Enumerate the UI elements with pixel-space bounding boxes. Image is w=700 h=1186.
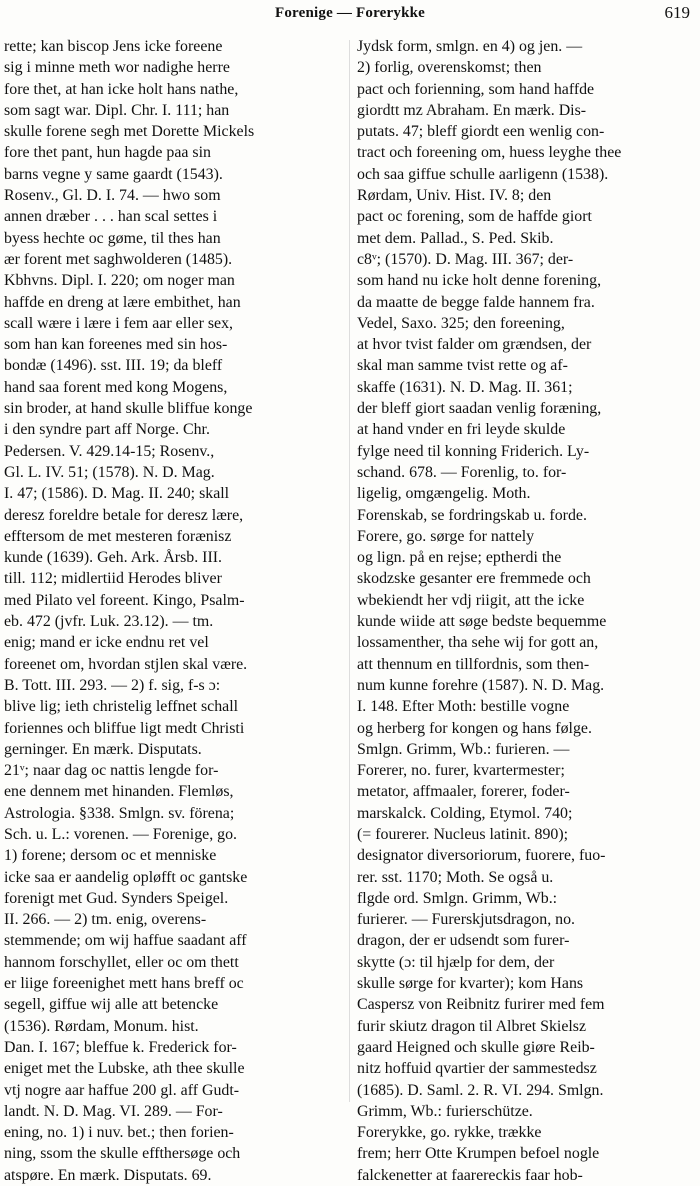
text-line: som hand nu icke holt denne forening, xyxy=(357,272,602,290)
text-line: designator diversoriorum, fuorere, fuo- xyxy=(357,847,606,865)
text-line: landt. N. D. Mag. VI. 289. — For- xyxy=(4,1102,223,1120)
text-line: efftersom de met mesteren forænisz xyxy=(4,527,232,545)
text-line: giordtt mz Abraham. En mærk. Dis- xyxy=(357,101,587,119)
text-line: lossamenther, tha sehe wij for gott an, xyxy=(357,634,599,652)
text-line: Rosenv., Gl. D. I. 74. — hwo som xyxy=(4,187,221,205)
text-line: fore thet pant, hun hagde paa sin xyxy=(4,144,211,162)
text-line: (1536). Rørdam, Monum. hist. xyxy=(4,1017,199,1035)
text-line: der bleff giort saadan venlig foræning, xyxy=(357,400,602,418)
text-line: ligelig, omgængelig. Moth. xyxy=(357,485,531,503)
text-line: Sch. u. L.: vorenen. — Forenige, go. xyxy=(4,825,238,843)
text-line: Vedel, Saxo. 325; den foreening, xyxy=(357,314,565,332)
text-line: rer. sst. 1170; Moth. Se også u. xyxy=(357,868,554,886)
text-line: till. 112; midlertiid Herodes bliver xyxy=(4,570,222,588)
text-line: sin broder, at hand skulle bliffue konge xyxy=(4,400,253,418)
column-divider xyxy=(349,40,350,1102)
text-line: Forerer, no. furer, kvartermester; xyxy=(357,762,565,780)
text-line: blive lig; ieth christelig leffnet schall xyxy=(4,698,239,716)
text-line: I. 47; (1586). D. Mag. II. 240; skall xyxy=(4,485,230,503)
text-line: Dan. I. 167; bleffue k. Frederick for- xyxy=(4,1038,237,1056)
text-line: hand saa forent med kong Mogens, xyxy=(4,378,228,396)
text-line: skulle forene segh met Dorette Mickels xyxy=(4,123,255,141)
text-line: foriennes och bliffue ligt medt Christi xyxy=(4,719,245,737)
text-line: 21ᵛ; naar dag oc nattis lengde for- xyxy=(4,762,219,780)
text-line: met dem. Pallad., S. Ped. Skib. xyxy=(357,229,554,247)
text-line: ening, no. 1) i nuv. bet.; then forien- xyxy=(4,1124,234,1142)
text-line: deresz foreldre betale for deresz lære, xyxy=(4,506,244,524)
text-line: ær forent met saghwolderen (1485). xyxy=(4,250,233,268)
text-line: Caspersz von Reibnitz furirer med fem xyxy=(357,996,605,1014)
text-line: som han kan foreenes med sin hos- xyxy=(4,336,228,354)
text-line: ning, ssom the skulle effthersøge och xyxy=(4,1145,241,1163)
running-head: Forenige — Forerykke xyxy=(274,5,426,21)
text-line: sig i minne meth wor nadighe herre xyxy=(4,59,230,77)
text-line: byess hechte oc gøme, til thes han xyxy=(4,229,221,247)
text-line: dragon, der er udsendt som furer- xyxy=(357,932,570,950)
page-header xyxy=(0,0,700,34)
text-line: Forenskab, se fordringskab u. forde. xyxy=(357,506,587,524)
text-line: schand. 678. — Forenlig, to. for- xyxy=(357,463,567,481)
text-line: kunde (1639). Geh. Ark. Årsb. III. xyxy=(4,549,223,567)
text-line: fylge need til konning Friderich. Ly- xyxy=(357,442,590,460)
text-line: II. 266. — 2) tm. enig, overens- xyxy=(4,911,207,929)
text-line: ene dennem met hinanden. Flemløs, xyxy=(4,783,234,801)
text-line: skal man samme tvist rette og af- xyxy=(357,357,568,375)
text-line: att thennum en tillfordnis, som then- xyxy=(357,655,590,673)
text-line: annen dræber . . . han scal settes i xyxy=(4,208,218,226)
text-line: med Pilato vel foreent. Kingo, Psalm- xyxy=(4,591,245,609)
text-line: I. 148. Efter Moth: bestille vogne xyxy=(357,698,570,716)
text-line: skulle sørge for kvarter); kom Hans xyxy=(357,975,584,993)
text-line: fore thet, at han icke holt hans nathe, xyxy=(4,80,239,98)
text-line: og lign. på en rejse; eptherdi the xyxy=(357,549,562,567)
text-line: Forerykke, go. rykke, trække xyxy=(357,1124,542,1142)
text-line: barns vegne y same gaardt (1543). xyxy=(4,165,223,183)
text-line: B. Tott. III. 293. — 2) f. sig, f-s ɔ: xyxy=(4,676,221,694)
text-line: flgde ord. Smlgn. Grimm, Wb.: xyxy=(357,889,558,907)
text-line: at hand vnder en fri leyde skulde xyxy=(357,421,566,439)
text-line: (1685). D. Saml. 2. R. VI. 294. Smlgn. xyxy=(357,1081,604,1099)
text-line: som sagt war. Dipl. Chr. I. 111; han xyxy=(4,101,230,119)
text-line: er liige foreenighet mett hans breff oc xyxy=(4,975,244,993)
text-line: icke saa er aandelig opløfft oc gantske xyxy=(4,868,248,886)
text-line: scall wære i lære i fem aar eller sex, xyxy=(4,314,233,332)
text-line: atspøre. En mærk. Disputats. 69. xyxy=(4,1166,212,1184)
text-line: Grimm, Wb.: furierschütze. xyxy=(357,1102,533,1120)
text-line: foreenet om, hvordan stjlen skal være. xyxy=(4,655,248,673)
text-line: skodzske gesanter ere fremmede och xyxy=(357,570,591,588)
text-line: forenigt met Gud. Synders Speigel. xyxy=(4,889,229,907)
text-line: furierer. — Furerskjutsdragon, no. xyxy=(357,911,576,929)
text-line: marskalck. Colding, Etymol. 740; xyxy=(357,804,573,822)
text-line: (= fourerer. Nucleus latinit. 890); xyxy=(357,825,569,843)
text-line: Smlgn. Grimm, Wb.: furieren. — xyxy=(357,740,570,758)
text-line: gerninger. En mærk. Disputats. xyxy=(4,740,202,758)
text-line: num kunne forehre (1587). N. D. Mag. xyxy=(357,676,605,694)
text-line: i den syndre part aff Norge. Chr. xyxy=(4,421,210,439)
text-line: bondæ (1496). sst. III. 19; da bleff xyxy=(4,357,223,375)
text-line: enig; mand er icke endnu ret vel xyxy=(4,634,209,652)
text-line: pact oc forening, som de haffde giort xyxy=(357,208,592,226)
right-column xyxy=(357,36,695,1186)
text-line: frem; herr Otte Krumpen befoel nogle xyxy=(357,1145,600,1163)
text-line: stemmende; om wij haffue saadant aff xyxy=(4,932,247,950)
text-line: haffde en dreng at lære embithet, han xyxy=(4,293,241,311)
text-line: och saa giffue schulle aarligenn (1538). xyxy=(357,165,609,183)
text-line: Pedersen. V. 429.14-15; Rosenv., xyxy=(4,442,215,460)
text-line: c8ᵛ; (1570). D. Mag. III. 367; der- xyxy=(357,250,574,268)
text-line: furir skiutz dragon til Albret Skielsz xyxy=(357,1017,587,1035)
text-line: putats. 47; bleff giordt een wenlig con- xyxy=(357,123,605,141)
text-line: metator, affmaaler, forerer, foder- xyxy=(357,783,570,801)
text-line: kunde wiide att søge bedste bequemme xyxy=(357,613,607,631)
text-line: falckenetter at faarereckis faar hob- xyxy=(357,1166,583,1184)
text-line: wbekiendt her vdj riigit, att the icke xyxy=(357,591,585,609)
text-line: vtj nogre aar haffue 200 gl. aff Gudt- xyxy=(4,1081,240,1099)
text-line: at hvor tvist falder om grændsen, der xyxy=(357,336,592,354)
text-line: Forere, go. sørge for nattely xyxy=(357,527,535,545)
text-line: Astrologia. §338. Smlgn. sv. förena; xyxy=(4,804,235,822)
text-line: 1) forene; dersom oc et menniske xyxy=(4,847,217,865)
text-line: gaard Heigned och skulle giøre Reib- xyxy=(357,1038,595,1056)
text-line: nitz hoffuid qvartier der sammestedsz xyxy=(357,1060,597,1078)
text-line: hannom forschyllet, eller oc om thett xyxy=(4,953,239,971)
text-line: Rørdam, Univ. Hist. IV. 8; den xyxy=(357,187,552,205)
text-line: skaffe (1631). N. D. Mag. II. 361; xyxy=(357,378,573,396)
text-line: skytte (ɔ: til hjælp for dem, der xyxy=(357,953,555,971)
text-line: Jydsk form, smlgn. en 4) og jen. — xyxy=(357,38,583,55)
left-column xyxy=(4,36,342,1186)
text-line: 2) forlig, overenskomst; then xyxy=(357,59,542,77)
page-number: 619 xyxy=(664,3,690,22)
text-line: Kbhvns. Dipl. I. 220; om noger man xyxy=(4,272,235,290)
text-line: tract och foreening om, huess leyghe thee xyxy=(357,144,622,162)
text-line: rette; kan biscop Jens icke foreene xyxy=(4,38,223,55)
text-line: eb. 472 (jvfr. Luk. 23.12). — tm. xyxy=(4,613,214,631)
text-line: segell, giffue wij alle att betencke xyxy=(4,996,219,1014)
text-line: og herberg for kongen og hans følge. xyxy=(357,719,592,737)
text-line: Gl. L. IV. 51; (1578). N. D. Mag. xyxy=(4,463,215,481)
text-line: da maatte de begge falde hannem fra. xyxy=(357,293,595,311)
text-line: eniget met the Lubske, ath thee skulle xyxy=(4,1060,245,1078)
text-line: pact och forienning, som hand haffde xyxy=(357,80,595,98)
